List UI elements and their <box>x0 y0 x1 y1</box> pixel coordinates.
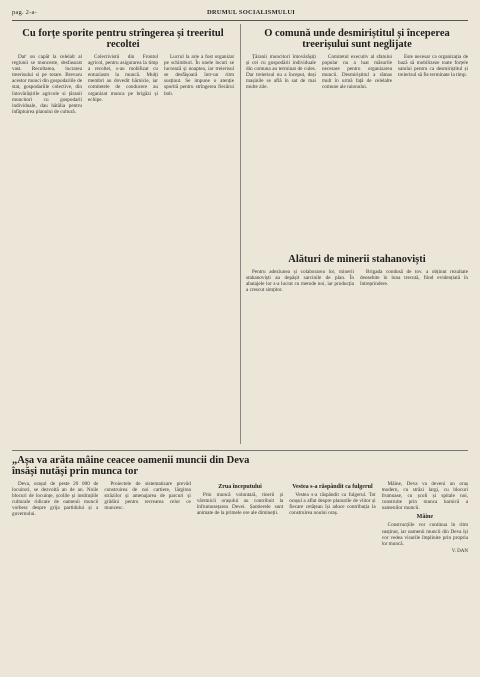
article-deva <box>12 455 468 671</box>
article-deva-title: „Așa va arăta mâine ceacee oamenii muncii din Deva însăși nutăși prin munca tor <box>12 455 250 477</box>
article-harvest-body <box>12 54 234 289</box>
article-deva-col-5 <box>382 481 468 671</box>
article-neglect-col-2 <box>322 54 392 254</box>
page-number: pag. 2-a- <box>12 9 37 16</box>
article-deva-col-4 <box>289 481 375 671</box>
article-deva-col-3 <box>197 481 283 671</box>
author-signature: V. DAN <box>451 548 469 554</box>
article-harvest-title: Cu forțe sporite pentru strîngerea și treeritul recoltei <box>22 28 224 50</box>
article-neglect <box>246 28 468 254</box>
article-miners-title: Alături de minerii stahanoviști <box>288 254 426 265</box>
subheading: Zrua începutului <box>218 484 262 490</box>
article-harvest-col-1 <box>12 54 82 289</box>
article-neglect-title: O comună unde desmiriștitul și începerea treerișului sunt neglijate <box>264 28 450 50</box>
article-deva-col-1 <box>12 481 98 671</box>
paragraph: Colectivistii din Frontul agricol, pentru asigurarea la timp a recoltei, s-au mobilizat cu entuziasm la muncă. Mulți membri au dovedit hărnicie, iar comitetele de conducere au organizat munca pe brigăzi și echipe. <box>88 54 158 103</box>
paragraph: Brigada condusă de tov. a obținut rezultate deosebite în luna trecută, fiind evidențiată în întreprindere. <box>360 269 468 288</box>
paragraph: Țăranii muncitori întovărășiți și cei cu gospodării individuale din comuna au terminat de cules. Dar treierisul nu a început, deși mașinile se află în sat de mai multe zile. <box>246 54 316 91</box>
paragraph: Construcțiile vor continua în ritm susținut, iar oamenii muncii din Deva își vor vedea visurile împlinite prin propria lor muncă. <box>381 522 469 547</box>
publication-name: DRUMUL SOCIALISMULUI <box>207 9 295 16</box>
section-divider <box>12 450 468 451</box>
article-harvest <box>12 28 234 289</box>
article-deva-body <box>12 481 468 671</box>
article-miners-col-2 <box>360 269 468 429</box>
article-harvest-col-3 <box>164 54 234 289</box>
paragraph: Deva, orașul de peste 20 000 de locuitori, se dezvoltă an de an. Noile blocuri de locuințe, școlile și instituțiile culturale ridicate de oamenii muncii vorbesc despre grija partidului și a guvernului. <box>12 481 99 518</box>
paragraph: Lucrul la arie a fost organizat pe schimburi. În unele locuri se lucrează și noaptea, iar treierisul se desfășoară într-un ritm susținut. Se impune o atenție sporită pentru strîngerea fiecărui bob. <box>164 54 234 97</box>
paragraph: Vestea s-a răspândit ca fulgerul. Tot orașul a aflat despre planurile de viitor și fiecare cetățean își aduce contribuția la construirea noului oraș. <box>289 492 376 517</box>
paragraph: Comitetul executiv al sfatului popular nu a luat măsurile necesare pentru organizarea muncii. Desmiriștitul a rămas mult în urmă față de celelalte comune ale raionului. <box>322 54 392 91</box>
column-divider <box>240 24 241 444</box>
paragraph: Este necesar ca organizația de bază să mobilizeze toate forțele satului pentru ca desmiriștitul și treierisul să fie terminate la timp. <box>398 54 468 79</box>
subheading: Mâine <box>416 514 433 521</box>
article-neglect-col-1 <box>246 54 316 254</box>
subheading: Vestea s-a răspândit ca fulgerul <box>292 484 373 490</box>
article-neglect-col-3 <box>398 54 468 254</box>
paragraph: Mâine, Deva va deveni un oraș modern, cu străzi largi, cu blocuri frumoase, cu școli și spitale noi, construite prin munca harnică a oamenilor muncii. <box>381 481 469 512</box>
paragraph: Dat' on capăt la celelalt al regiunii se munceste, desfasurat vast. Recoltarea, lucrarea treerisului si pe totare. Brevaru acestor munci din gospodariile de stat, gospodariile colective, din întovărășirile agricole si țăranii muncitori cu gospodarii individuale, dau bătălia pentru înfăptuirea planului de cultură. <box>12 54 82 115</box>
article-neglect-body <box>246 54 468 254</box>
paragraph: Pentru adeziunea și colaborarea lor, minerii stahanoviști au depășit sarcinile de plan. În abatajele lor s-a lucrat cu metode noi, iar producția a crescut simțitor. <box>246 269 354 294</box>
article-deva-col-2 <box>104 481 190 671</box>
article-miners <box>246 254 468 429</box>
article-miners-col-1 <box>246 269 354 429</box>
article-harvest-col-2 <box>88 54 158 289</box>
page-header <box>12 8 468 21</box>
article-miners-body <box>246 269 468 429</box>
paragraph: Prin muncă voluntară, tinerii și vârstnicii orașului au contribuit la înfrumusețarea Devei. Șantierele sunt animate de la primele ore ale dimineții. <box>196 492 284 517</box>
paragraph: Proiectele de sistematizare prevăd construirea de noi cartiere, lărgirea străzilor și amenajarea de parcuri și grădini pentru recrearea celor ce muncesc. <box>104 481 191 512</box>
